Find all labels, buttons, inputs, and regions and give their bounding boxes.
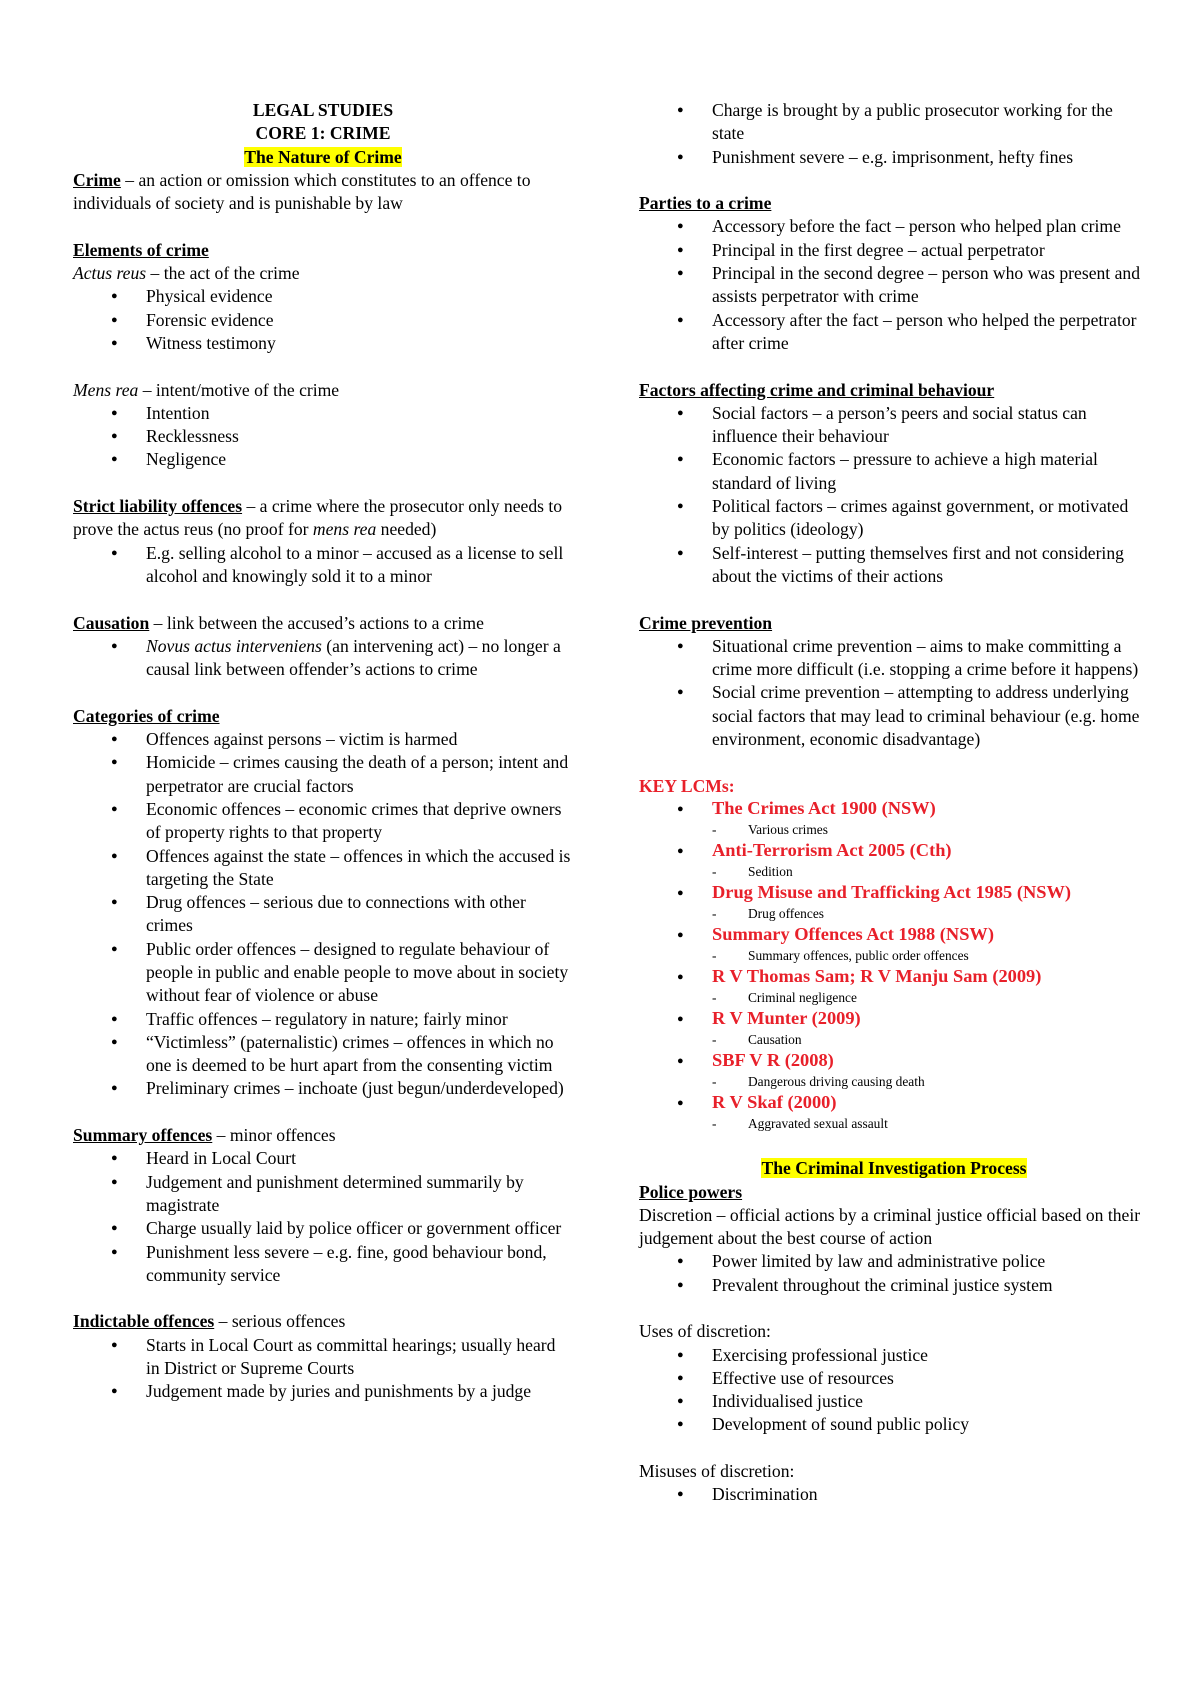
list-item: ● Preliminary crimes – inchoate (just begun/underdeveloped) (73, 1077, 573, 1100)
mens-rea-line (73, 379, 573, 402)
crime-term: Crime (73, 169, 121, 190)
right-column (639, 99, 1149, 1507)
heading-indictable-offences: Indictable offences (73, 1311, 215, 1332)
doc-title-line2: CORE 1: CRIME (255, 123, 391, 144)
list-item: ● Homicide – crimes causing the death of a person; intent and perpetrator are crucial factors (73, 751, 573, 798)
lcm-name: ● R V Thomas Sam; R V Manju Sam (2009) (712, 965, 1042, 986)
summary-offences-paragraph (73, 1124, 573, 1147)
list-item (73, 635, 573, 682)
lcm-name: ● Drug Misuse and Trafficking Act 1985 (NSW) (712, 881, 1071, 902)
crime-definition (73, 169, 573, 216)
lcm-item (639, 924, 1149, 966)
list-item: ● “Victimless” (paternalistic) crimes – offences in which no one is deemed to be hurt apart from the consenting victim (73, 1031, 573, 1078)
list-item: ● Discrimination (639, 1483, 1149, 1506)
uses-of-discretion-list (639, 1344, 1149, 1437)
indictable-offences-list (73, 1334, 573, 1404)
actus-reus-text: – the act of the crime (146, 263, 300, 284)
lcm-note: - Criminal negligence (712, 987, 1149, 1008)
list-item: ● Public order offences – designed to regulate behaviour of people in public and enable people to move about in society without fear of violence or abuse (73, 938, 573, 1008)
uses-of-discretion-label: Uses of discretion: (639, 1321, 771, 1342)
list-item: ● Development of sound public policy (639, 1413, 1149, 1436)
list-item: ● Starts in Local Court as committal hearings; usually heard in District or Supreme Courts (73, 1334, 573, 1381)
summary-offences-list (73, 1147, 573, 1287)
lcm-item (639, 1092, 1149, 1134)
lcm-item (639, 798, 1149, 840)
heading-key-lcms: KEY LCMs: (639, 775, 735, 796)
prevention-list (639, 635, 1149, 751)
strict-liability-italic: mens rea (312, 519, 377, 540)
list-item: ● Drug offences – serious due to connections with other crimes (73, 891, 573, 938)
discretion-definition: Discretion – official actions by a criminal justice official based on their judgement about the best course of action (639, 1204, 1141, 1249)
actus-reus-line (73, 262, 573, 285)
list-item: ● Individualised justice (639, 1390, 1149, 1413)
categories-list (73, 728, 573, 1101)
list-item: ● Self-interest – putting themselves first and not considering about the victims of their actions (639, 542, 1149, 589)
lcm-note: - Drug offences (712, 903, 1149, 924)
indictable-offences-text: – serious offences (214, 1311, 346, 1332)
misuses-of-discretion-label: Misuses of discretion: (639, 1461, 795, 1482)
heading-categories-of-crime: Categories of crime (73, 705, 220, 726)
strict-liability-paragraph (73, 495, 573, 542)
lcm-name: ● Anti-Terrorism Act 2005 (Cth) (712, 839, 952, 860)
lcm-name: ● The Crimes Act 1900 (NSW) (712, 797, 936, 818)
discretion-list (639, 1250, 1149, 1297)
lcm-note: - Sedition (712, 861, 1149, 882)
actus-reus-list (73, 285, 573, 355)
list-item: ● Offences against the state – offences in which the accused is targeting the State (73, 845, 573, 892)
list-item: ● Effective use of resources (639, 1367, 1149, 1390)
list-item: ● Punishment less severe – e.g. fine, good behaviour bond, community service (73, 1241, 573, 1288)
lcm-note: - Dangerous driving causing death (712, 1071, 1149, 1092)
strict-liability-text: – a crime where the prosecutor only needs to prove the actus reus (no proof for (73, 496, 563, 540)
indictable-offences-paragraph (73, 1310, 573, 1333)
list-item: ● Situational crime prevention – aims to make committing a crime more difficult (i.e. stopping a crime before it happens) (639, 635, 1149, 682)
list-item: ● Principal in the first degree – actual perpetrator (639, 239, 1149, 262)
lcm-item (639, 1050, 1149, 1092)
causation-paragraph (73, 612, 573, 635)
heading-causation: Causation (73, 612, 150, 633)
list-item: ● Physical evidence (73, 285, 573, 308)
list-item: ● Economic offences – economic crimes that deprive owners of property rights to that property (73, 798, 573, 845)
actus-reus-term: Actus reus (73, 263, 147, 284)
list-item: ● Punishment severe – e.g. imprisonment, hefty fines (639, 146, 1149, 169)
heading-summary-offences: Summary offences (73, 1125, 213, 1146)
left-column (73, 99, 573, 1404)
heading-factors-affecting-crime: Factors affecting crime and criminal behaviour (639, 379, 995, 400)
list-item: ● Negligence (73, 448, 573, 471)
lcm-name: ● R V Munter (2009) (712, 1007, 861, 1028)
lcm-item (639, 882, 1149, 924)
mens-rea-list (73, 402, 573, 472)
lcm-note: - Summary offences, public order offences (712, 945, 1149, 966)
heading-crime-prevention: Crime prevention (639, 612, 773, 633)
list-item: ● Forensic evidence (73, 309, 573, 332)
list-item: ● Economic factors – pressure to achieve a high material standard of living (639, 448, 1149, 495)
heading-elements-of-crime: Elements of crime (73, 239, 209, 260)
lcm-name: ● SBF V R (2008) (712, 1049, 834, 1070)
list-item: ● Power limited by law and administrative police (639, 1250, 1149, 1273)
mens-rea-text: – intent/motive of the crime (138, 379, 340, 400)
list-item: ● Traffic offences – regulatory in nature; fairly minor (73, 1008, 573, 1031)
list-item: ● Social factors – a person’s peers and social status can influence their behaviour (639, 402, 1149, 449)
lcm-item (639, 840, 1149, 882)
section-title-criminal-investigation: The Criminal Investigation Process (761, 1158, 1027, 1179)
list-item: ● Heard in Local Court (73, 1147, 573, 1170)
lcm-note: - Causation (712, 1029, 1149, 1050)
list-item: ● Prevalent throughout the criminal justice system (639, 1274, 1149, 1297)
list-item: ● Judgement made by juries and punishments by a judge (73, 1380, 573, 1403)
list-item: ● Judgement and punishment determined summarily by magistrate (73, 1171, 573, 1218)
list-item: ● Political factors – crimes against government, or motivated by politics (ideology) (639, 495, 1149, 542)
causation-text: – link between the accused’s actions to a crime (149, 612, 484, 633)
lcm-item (639, 966, 1149, 1008)
lcm-note: - Aggravated sexual assault (712, 1113, 1149, 1134)
novus-actus-term: Novus actus interveniens (146, 635, 322, 656)
parties-list (639, 215, 1149, 355)
doc-title-line1: LEGAL STUDIES (252, 100, 394, 120)
mens-rea-term: Mens rea (73, 379, 139, 400)
list-item: ● E.g. selling alcohol to a minor – accused as a license to sell alcohol and knowingly sold it to a minor (73, 542, 573, 589)
novus-actus-text: (an intervening act) – no longer a causal link between offender’s actions to crime (146, 635, 561, 680)
indictable-offences-list-continued (639, 99, 1149, 169)
strict-liability-text-end: needed) (376, 519, 437, 540)
factors-list (639, 402, 1149, 588)
lcm-name: ● R V Skaf (2000) (712, 1091, 837, 1112)
lcm-item (639, 1008, 1149, 1050)
crime-definition-text: – an action or omission which constitutes to an offence to individuals of society and is punishable by law (73, 169, 531, 214)
causation-list (73, 635, 573, 682)
list-item: ● Exercising professional justice (639, 1344, 1149, 1367)
summary-offences-text: – minor offences (212, 1125, 336, 1146)
strict-liability-list (73, 542, 573, 589)
lcm-name: ● Summary Offences Act 1988 (NSW) (712, 923, 994, 944)
section-title-nature-of-crime: The Nature of Crime (244, 146, 402, 167)
heading-parties-to-a-crime: Parties to a crime (639, 193, 772, 214)
list-item: ● Charge is brought by a public prosecutor working for the state (639, 99, 1149, 146)
list-item: ● Witness testimony (73, 332, 573, 355)
heading-police-powers: Police powers (639, 1181, 743, 1202)
list-item: ● Social crime prevention – attempting to address underlying social factors that may lead to criminal behaviour (e.g. home environment, economic disadvantage) (639, 681, 1149, 751)
list-item: ● Offences against persons – victim is harmed (73, 728, 573, 751)
misuses-of-discretion-list (639, 1483, 1149, 1506)
lcm-note: - Various crimes (712, 819, 1149, 840)
lcm-list (639, 798, 1149, 1134)
list-item: ● Recklessness (73, 425, 573, 448)
heading-strict-liability: Strict liability offences (73, 496, 243, 517)
list-item: ● Principal in the second degree – person who was present and assists perpetrator with crime (639, 262, 1149, 309)
list-item: ● Accessory before the fact – person who helped plan crime (639, 215, 1149, 238)
list-item: ● Accessory after the fact – person who helped the perpetrator after crime (639, 309, 1149, 356)
list-item: ● Intention (73, 402, 573, 425)
list-item: ● Charge usually laid by police officer or government officer (73, 1217, 573, 1240)
